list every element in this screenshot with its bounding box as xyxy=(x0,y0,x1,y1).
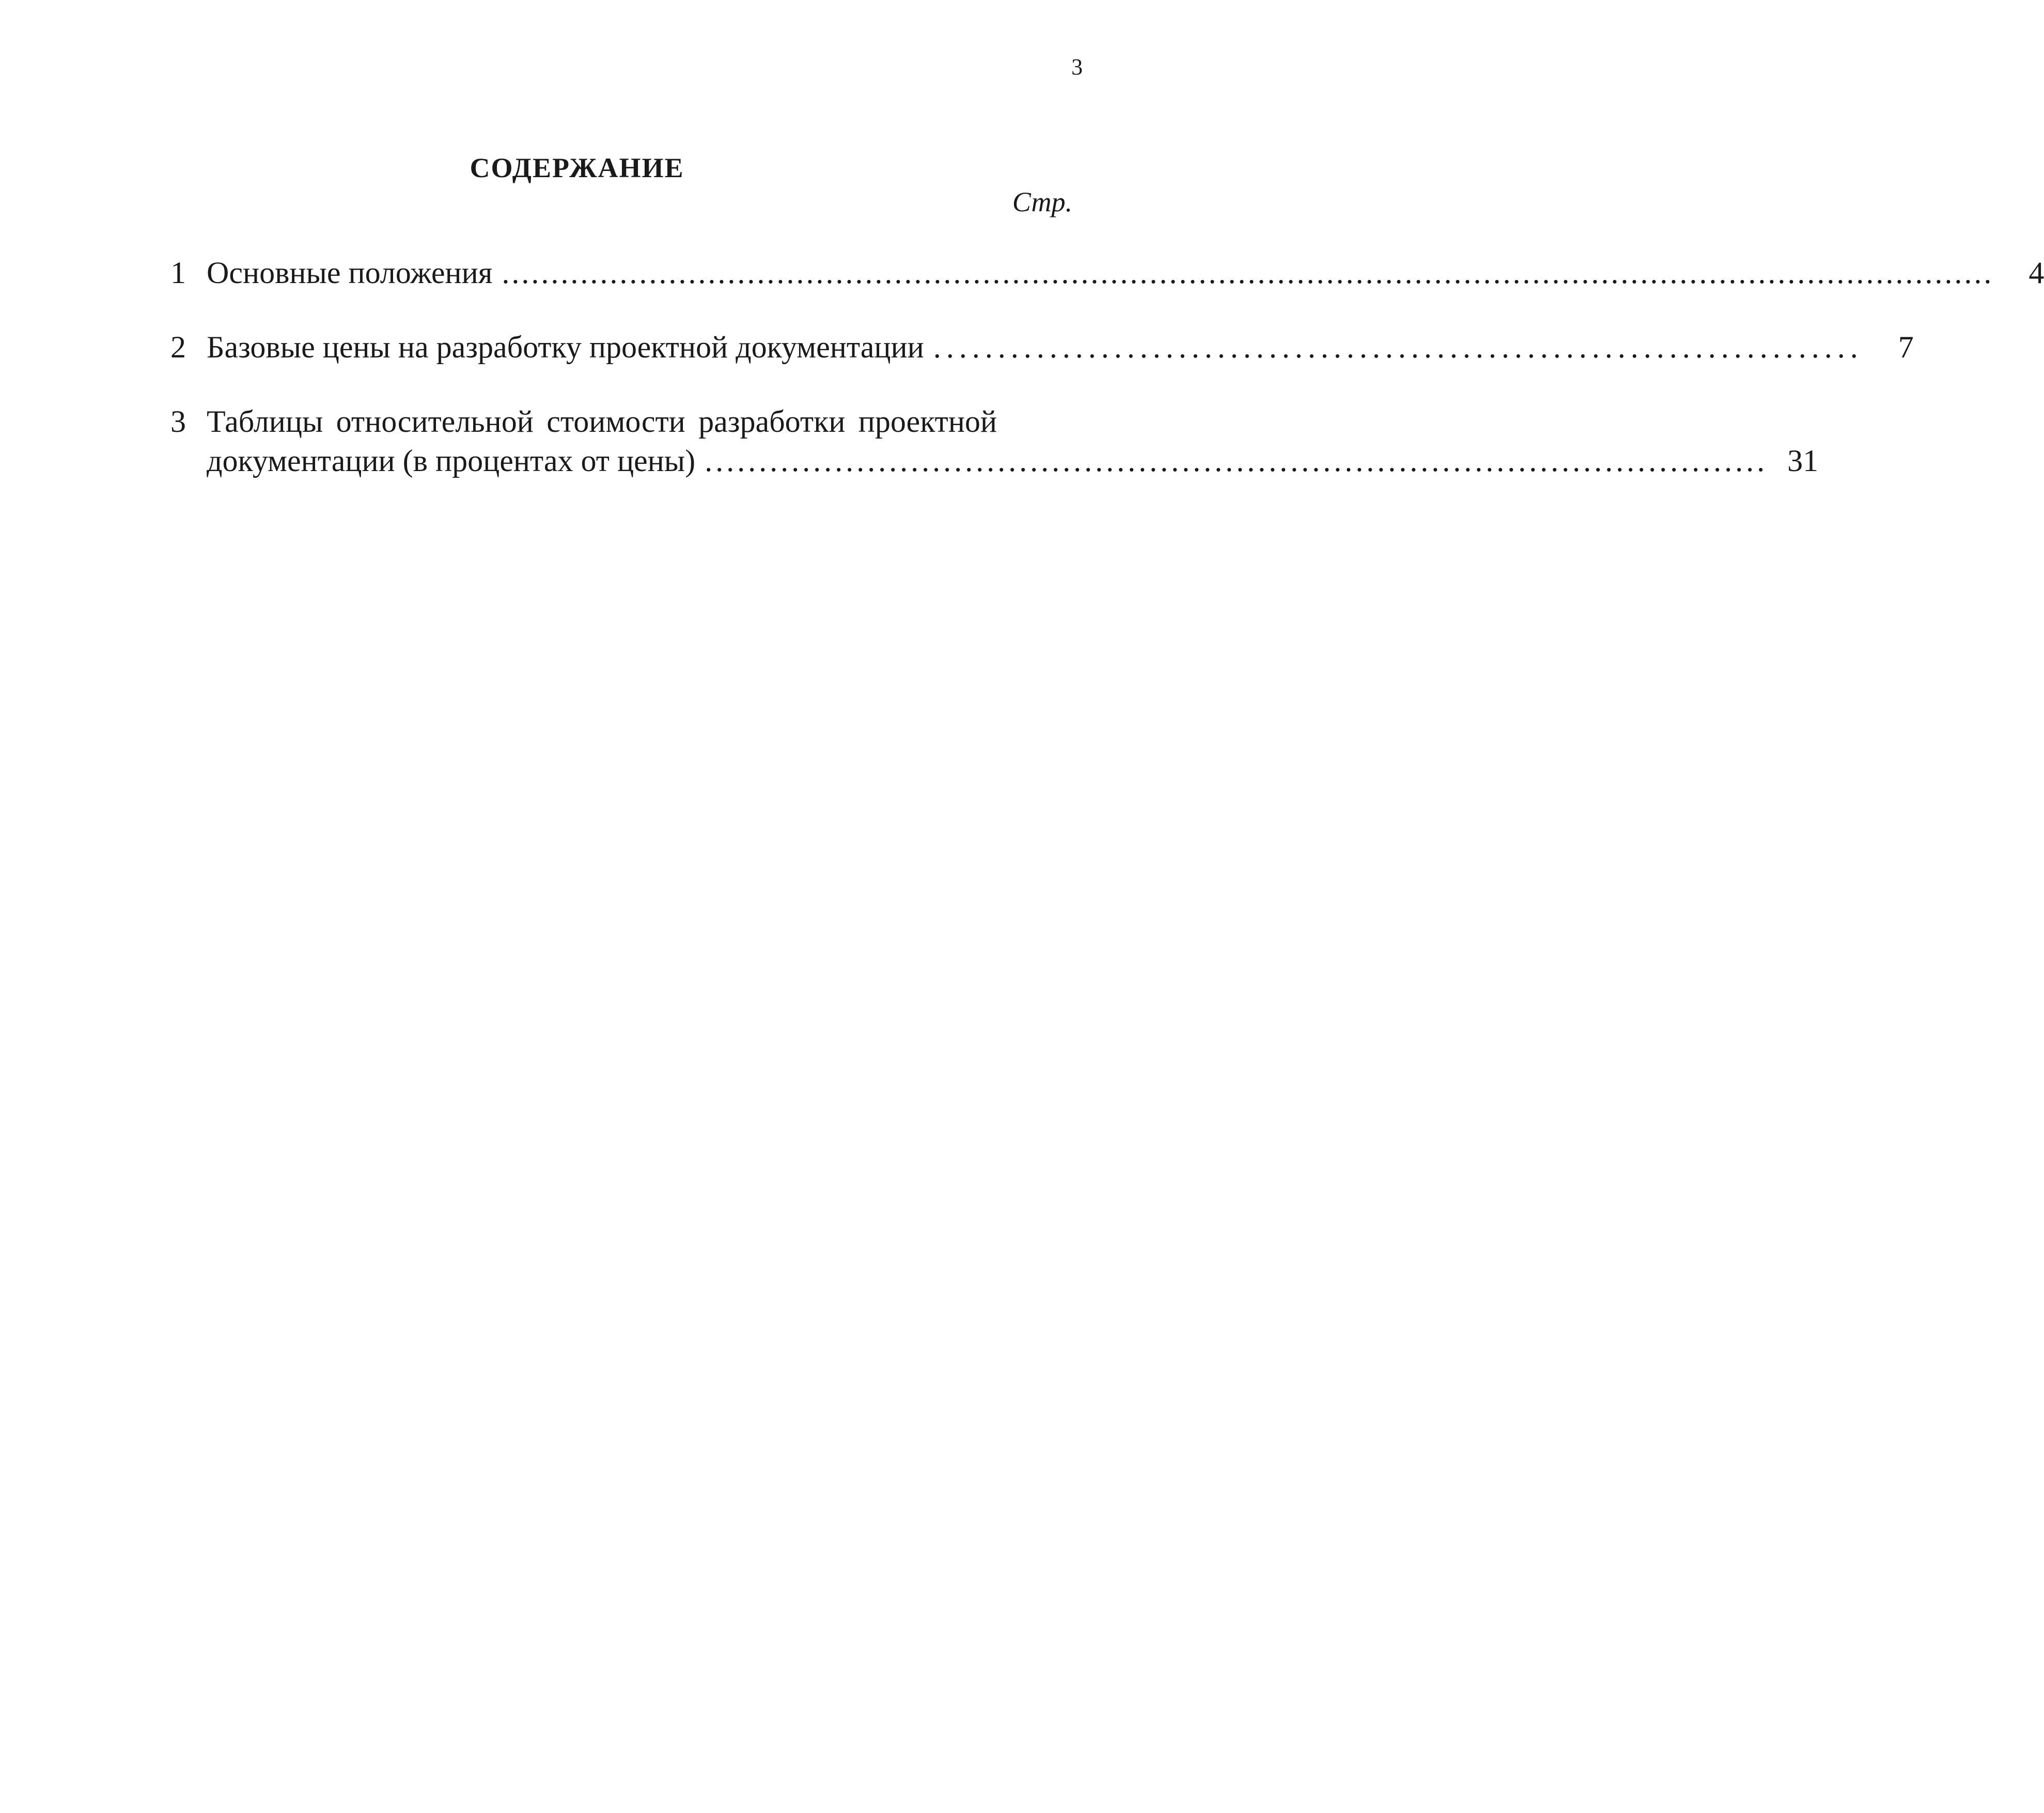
toc-entry-title: Базовые цены на разработку проектной документации xyxy=(207,330,924,364)
toc-entry-line xyxy=(207,441,1818,480)
toc-entry-title-line-2: документации (в процентах от цены) xyxy=(207,444,696,478)
toc-entry-body xyxy=(207,402,1818,480)
dot-leader: .................................................................................................. xyxy=(705,444,1768,478)
dot-leader: ........................................................................ xyxy=(933,330,1863,364)
toc-entry-number: 1 xyxy=(170,256,186,290)
toc-entry-page: 31 xyxy=(1787,444,1819,478)
toc-entry-page: 4 xyxy=(2029,256,2044,290)
toc-entry-title-line-1: Таблицы относительной стоимости разработки проектной xyxy=(207,404,997,439)
toc-entry-page: 7 xyxy=(1898,330,1914,364)
toc-entry-2[interactable] xyxy=(170,327,1914,367)
document-title: СОДЕРЖАНИЕ xyxy=(470,152,684,183)
toc-entry-body xyxy=(207,253,2044,292)
table-of-contents xyxy=(170,253,2044,515)
toc-entry-body xyxy=(207,327,1914,367)
toc-entry-title: Основные положения xyxy=(207,256,493,290)
page-number: 3 xyxy=(1071,54,1083,80)
toc-entry-line xyxy=(207,327,1914,367)
toc-entry-number: 2 xyxy=(170,330,186,364)
dot-leader: ........................................................................................................................................................ xyxy=(502,256,1994,290)
toc-entry-3[interactable] xyxy=(170,402,1819,480)
toc-entry-1[interactable] xyxy=(170,253,2044,292)
toc-entry-line xyxy=(207,253,2044,292)
toc-entry-number: 3 xyxy=(170,404,186,439)
page-column-label: Стр. xyxy=(1012,186,1072,217)
